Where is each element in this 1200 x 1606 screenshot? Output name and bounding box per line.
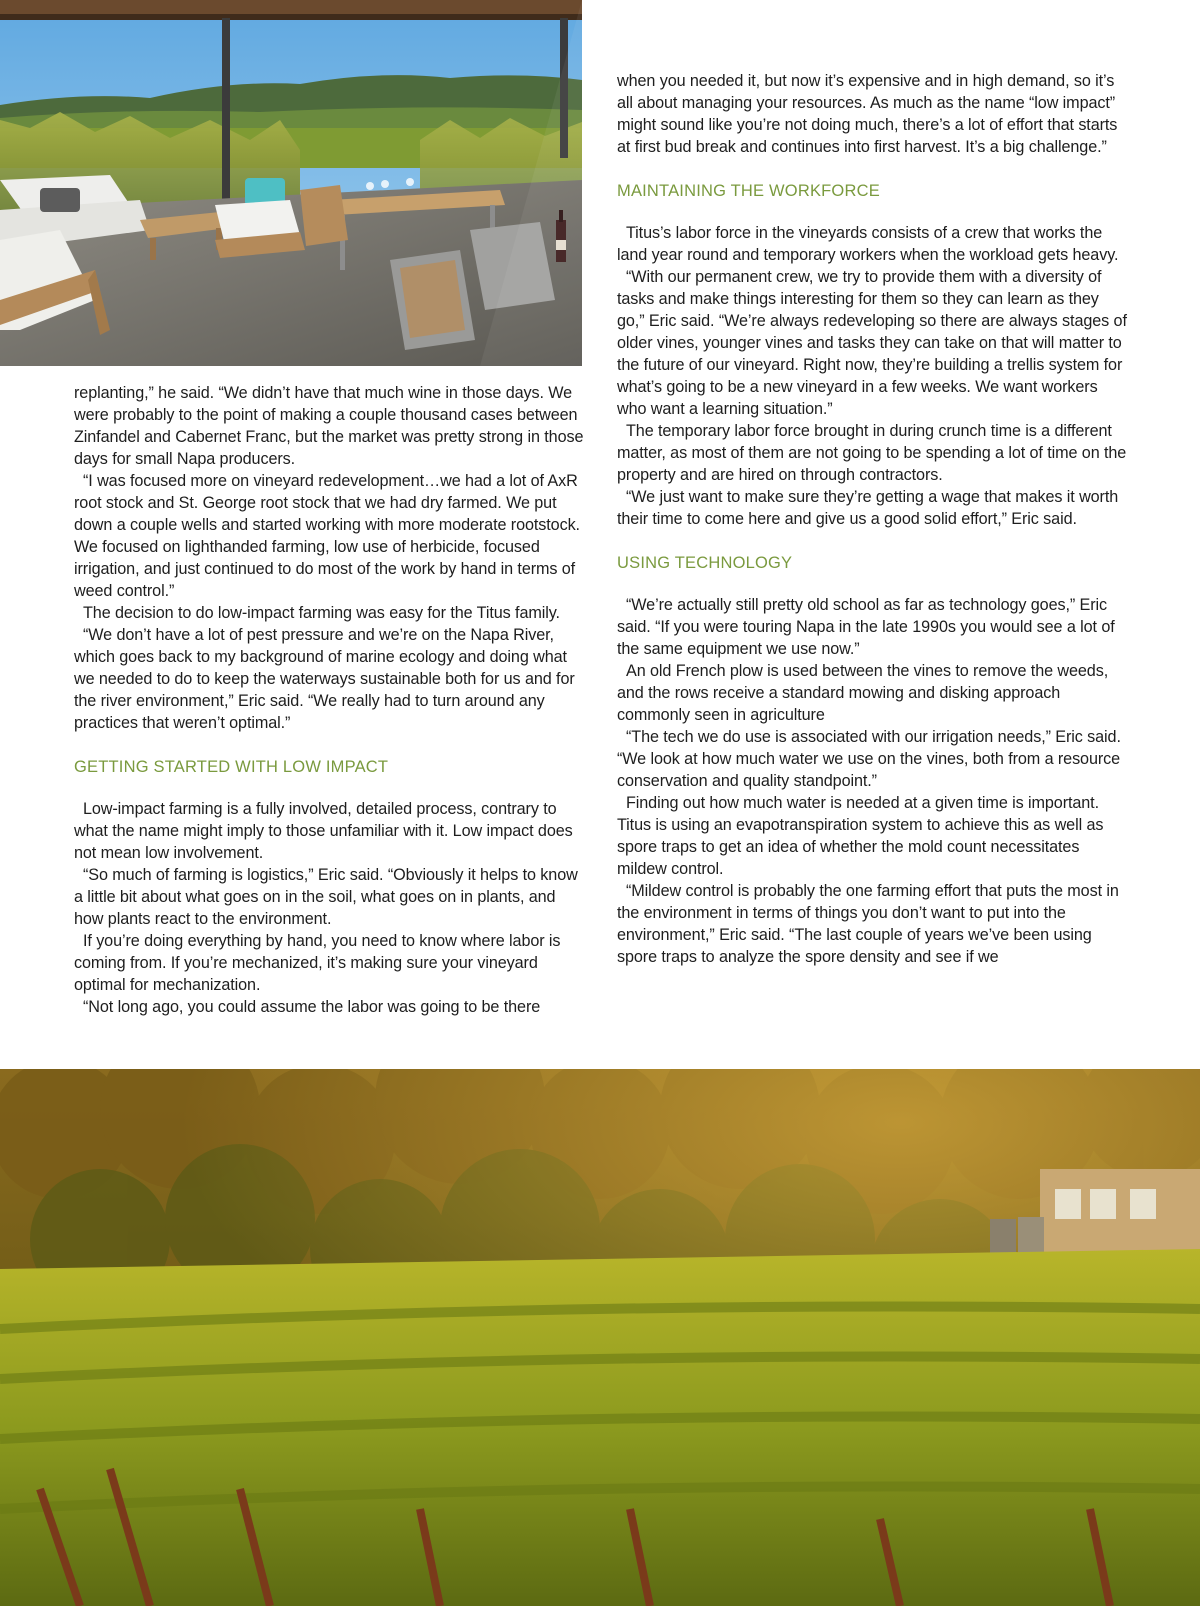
section-heading-workforce: MAINTAINING THE WORKFORCE bbox=[617, 182, 880, 200]
vineyard-photo bbox=[0, 1069, 1200, 1606]
right-paragraph-1: when you needed it, but now it’s expensive and in high demand, so it’s all about managing your resources. As much as the name “low impact” might sound like you’re not doing much, there’s a lot of effort that starts at first bud break and continues into first harvest. It’s a big challenge.” bbox=[617, 72, 1118, 156]
right-paragraph-8: “The tech we do use is associated with our irrigation needs,” Eric said. “We look at how much water we use on the vines, both from a resource conservation and quality standpoint.” bbox=[617, 728, 1121, 790]
right-paragraph-10: “Mildew control is probably the one farming effort that puts the most in the environment in terms of things you don’t want to put into the environment,” Eric said. “The last couple of years we’ve been using spore traps to analyze the spore density and see if we bbox=[617, 882, 1119, 966]
section-heading-technology: USING TECHNOLOGY bbox=[617, 554, 793, 572]
left-paragraph-7: If you’re doing everything by hand, you need to know where labor is coming from. If you’re mechanized, it’s making sure your vineyard optimal for mechanization. bbox=[74, 932, 561, 994]
right-paragraph-7: An old French plow is used between the vines to remove the weeds, and the rows receive a standard mowing and disking approach commonly seen in agriculture bbox=[617, 662, 1109, 724]
vineyard-photo-illustration bbox=[0, 1069, 1200, 1606]
left-paragraph-8: “Not long ago, you could assume the labor was going to be there bbox=[83, 998, 541, 1016]
left-paragraph-2: “I was focused more on vineyard redevelopment…we had a lot of AxR root stock and St. George root stock that we had dry farmed. We put down a couple wells and started working with more moderate rootstock. We focused on lighthanded farming, low use of herbicide, focused irrigation, and just continued to do most of the work by hand in terms of weed control.” bbox=[74, 472, 580, 600]
right-paragraph-9: Finding out how much water is needed at a given time is important. Titus is using an evapotranspiration system to achieve this as well as spore traps to get an idea of whether the mold count necessitates mildew control. bbox=[617, 794, 1104, 878]
right-paragraph-5: “We just want to make sure they’re getting a wage that makes it worth their time to come here and give us a good solid effort,” Eric said. bbox=[617, 488, 1119, 528]
right-text-column bbox=[617, 70, 1130, 968]
section-heading-getting-started: GETTING STARTED WITH LOW IMPACT bbox=[74, 758, 389, 776]
right-paragraph-6: “We’re actually still pretty old school as far as technology goes,” Eric said. “If you were touring Napa in the late 1990s you would see a lot of the same equipment we use now.” bbox=[617, 596, 1115, 658]
left-paragraph-3: The decision to do low-impact farming was easy for the Titus family. bbox=[83, 604, 560, 622]
left-paragraph-4: “We don’t have a lot of pest pressure and we’re on the Napa River, which goes back to my background of marine ecology and doing what we needed to do to keep the waterways sustainable both for us and for the river environment,” Eric said. “We really had to turn around any practices that weren’t optimal.” bbox=[74, 626, 575, 732]
left-paragraph-1: replanting,” he said. “We didn’t have that much wine in those days. We were probably to the point of making a couple thousand cases between Zinfandel and Cabernet Franc, but the market was pretty strong in those days for small Napa producers. bbox=[74, 384, 584, 468]
left-paragraph-6: “So much of farming is logistics,” Eric said. “Obviously it helps to know a little bit about what goes on in the soil, what goes on in plants, and how plants react to the environment. bbox=[74, 866, 578, 928]
right-paragraph-4: The temporary labor force brought in during crunch time is a different matter, as most of them are not going to be spending a lot of time on the property and are hired on through contractors. bbox=[617, 422, 1127, 484]
right-paragraph-3: “With our permanent crew, we try to provide them with a diversity of tasks and make things interesting for them so they can learn as they go,” Eric said. “We’re always redeveloping so there are always stages of older vines, younger vines and tasks they can take on that will matter to the future of our vineyard. Right now, they’re building a trellis system for what’s going to be a new vineyard in a few weeks. We want workers who want a learning situation.” bbox=[617, 268, 1127, 418]
patio-photo-illustration bbox=[0, 0, 582, 366]
left-paragraph-5: Low-impact farming is a fully involved, detailed process, contrary to what the name might imply to those unfamiliar with it. Low impact does not mean low involvement. bbox=[74, 800, 573, 862]
patio-photo bbox=[0, 0, 582, 366]
right-paragraph-2: Titus’s labor force in the vineyards consists of a crew that works the land year round and temporary workers when the workload gets heavy. bbox=[617, 224, 1119, 264]
left-text-column bbox=[74, 382, 584, 1018]
